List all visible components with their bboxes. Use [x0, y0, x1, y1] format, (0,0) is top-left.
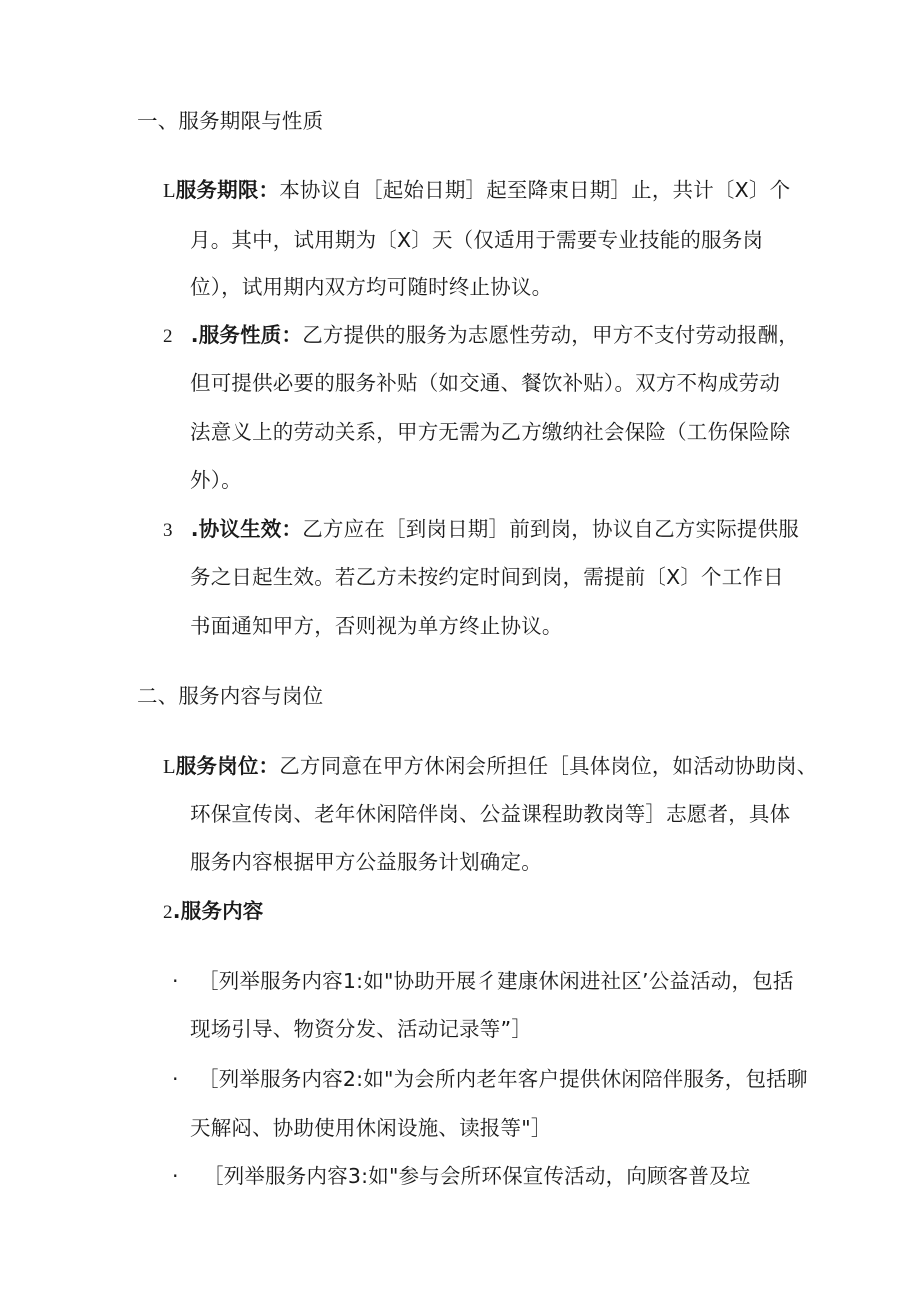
item-text: 乙方同意在甲方休闲会所担任［具体岗位，如活动协助岗、 [279, 754, 818, 778]
bullet-item-1-line1: ［列举服务内容1:如"协助开展彳建康休闲进社区’公益活动，包括 [198, 969, 794, 993]
item-marker: L [163, 756, 176, 778]
bullet-dot: · [172, 969, 179, 993]
item-service-position-line3: 服务内容根据甲方公益服务计划确定。 [190, 850, 542, 874]
item-marker: 2 [163, 326, 173, 347]
item-service-nature-line3: 法意义上的劳动关系，甲方无需为乙方缴纳社会保险（工伤保险除 [190, 420, 791, 444]
item-agreement-effective [163, 514, 799, 546]
item-label: .协议生效： [190, 517, 303, 541]
item-marker: 2 [163, 902, 173, 923]
bullet-dot: · [172, 1164, 179, 1188]
item-service-nature [163, 320, 799, 352]
item-service-nature-line4: 外）。 [190, 468, 242, 492]
item-label: .服务性质： [190, 323, 303, 347]
item-label: 服务期限： [175, 178, 280, 202]
item-service-term-line3: 位），试用期内双方均可随时终止协议。 [190, 275, 553, 299]
item-service-position [163, 751, 817, 782]
item-label: 服务岗位： [175, 754, 280, 778]
item-text: 本协议自［起始日期］起至降束日期］止，共计〔X〕个 [279, 178, 791, 202]
item-service-nature-line2: 但可提供必要的服务补贴（如交通、餐饮补贴）。双方不构成劳动 [190, 371, 781, 395]
bullet-item-1-line2: 现场引导、物资分发、活动记录等”］ [190, 1017, 533, 1041]
item-service-position-line2: 环保宣传岗、老年休闲陪伴岗、公益课程助教岗等］志愿者，具体 [190, 802, 791, 826]
bullet-item-2-line2: 天解闷、协助使用休闲设施、读报等"］ [190, 1116, 552, 1140]
item-marker: L [163, 180, 176, 202]
item-service-term [163, 175, 790, 206]
bullet-dot: · [172, 1067, 179, 1091]
item-text: 乙方应在［到岗日期］前到岗，协议自乙方实际提供服 [302, 517, 800, 541]
item-service-content [163, 896, 264, 928]
section-2-heading: 二、服务内容与岗位 [137, 684, 324, 708]
item-text: 乙方提供的服务为志愿性劳动，甲方不支付劳动报酬， [302, 323, 800, 347]
item-label: .服务内容 [172, 899, 264, 923]
item-marker: 3 [163, 520, 173, 541]
bullet-item-3-line1: ［列举服务内容3:如"参与会所环保宣传活动，向顾客普及垃 [203, 1164, 751, 1188]
item-agreement-effective-line2: 务之日起生效。若乙方未按约定时间到岗，需提前〔X〕个工作日 [190, 565, 784, 589]
item-agreement-effective-line3: 书面通知甲方，否则视为单方终止协议。 [190, 614, 563, 638]
item-service-term-line2: 月。其中，试用期为〔X〕天（仅适用于需要专业技能的服务岗 [190, 228, 764, 252]
bullet-item-2-line1: ［列举服务内容2:如"为会所内老年客户提供休闲陪伴服务，包括聊 [198, 1067, 808, 1091]
section-1-heading: 一、服务期限与性质 [137, 109, 324, 133]
